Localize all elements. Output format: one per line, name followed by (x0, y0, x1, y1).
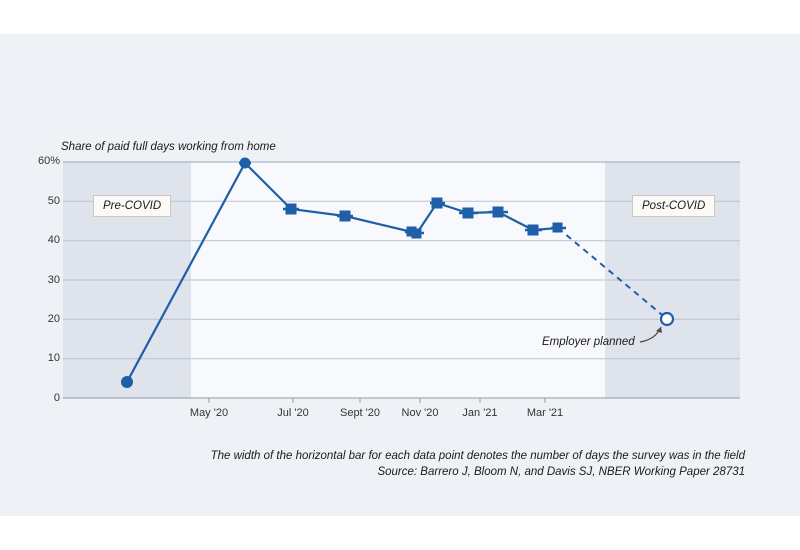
footnote-source: Source: Barrero J, Bloom N, and Davis SJ, NBER Working Paper 28731 (377, 466, 745, 478)
marker-may-20 (240, 158, 250, 168)
pre-covid-band-label: Pre-COVID (93, 195, 171, 217)
xtick-label-mar-21: Mar '21 (526, 407, 564, 419)
ytick-label-50: 50 (47, 195, 60, 207)
employer-planned-label: Employer planned (542, 336, 635, 348)
post-covid-band-label: Post-COVID (632, 195, 715, 217)
marker-dec-20 (463, 208, 473, 218)
marker-nov-20 (432, 198, 442, 208)
marker-jan-21 (493, 207, 503, 217)
ytick-label-40: 40 (47, 234, 60, 246)
marker-mar-21 (553, 223, 562, 232)
ytick-label-30: 30 (47, 274, 60, 286)
marker-oct-20 (412, 229, 421, 238)
marker-jun-20 (286, 204, 296, 214)
ytick-label-20: 20 (47, 313, 60, 325)
y-axis-title: Share of paid full days working from home (61, 141, 276, 153)
xtick-label-jan-21: Jan '21 (462, 407, 498, 419)
marker-pre-covid (122, 377, 133, 388)
footnote-method: The width of the horizontal bar for each data point denotes the number of days the survey was in the field (210, 450, 745, 462)
xtick-label-jul-20: Jul '20 (277, 407, 309, 419)
ytick-label-0: 0 (53, 392, 60, 404)
marker-aug-20 (340, 211, 350, 221)
xtick-label-sept-20: Sept '20 (339, 407, 381, 419)
x-axis-ticks (209, 398, 545, 403)
xtick-label-nov-20: Nov '20 (401, 407, 439, 419)
ytick-label-60: 60% (37, 155, 60, 167)
marker-feb-21 (528, 225, 538, 235)
marker-post-covid (661, 313, 673, 325)
ytick-label-10: 10 (47, 352, 60, 364)
xtick-label-may-20: May '20 (189, 407, 229, 419)
